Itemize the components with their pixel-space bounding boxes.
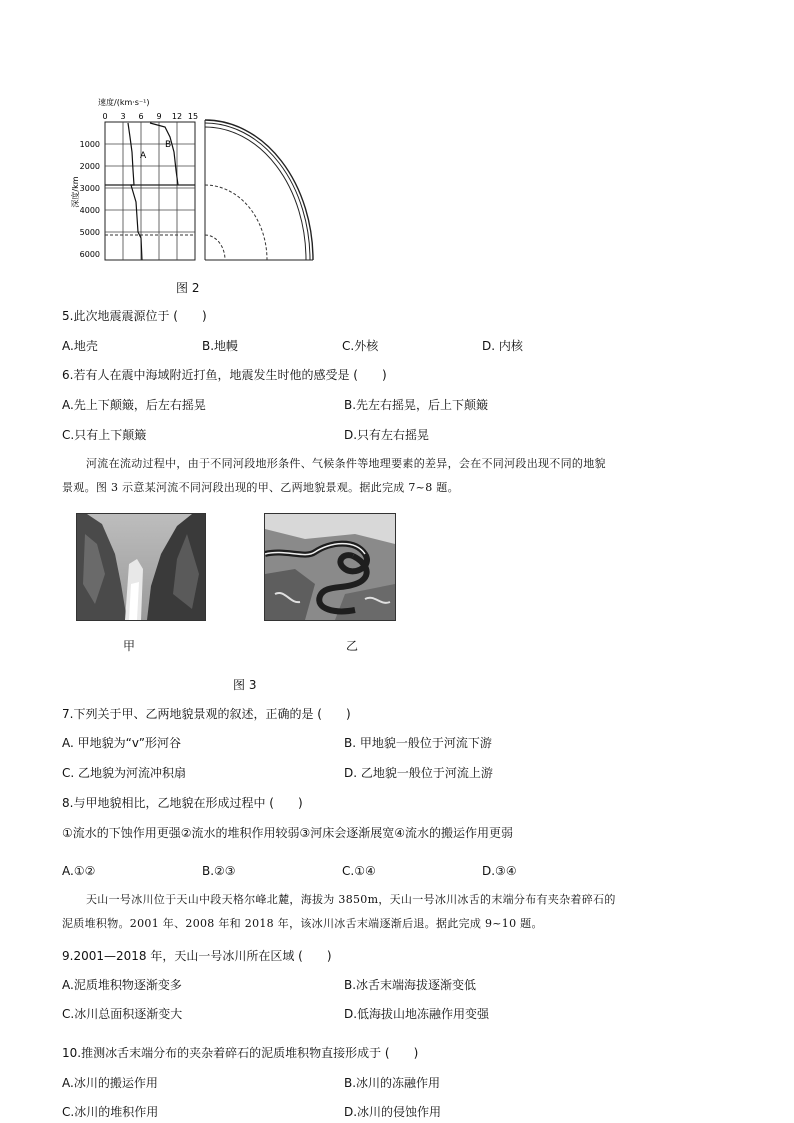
x-tick: 0 bbox=[102, 112, 108, 121]
x-tick: 3 bbox=[120, 112, 126, 121]
passage-line: 河流在流动过程中，由于不同河段地形条件、气候条件等地理要素的差异，会在不同河段出现不同的地貌 bbox=[86, 457, 606, 470]
question-9-option-d[interactable]: D.低海拔山地冻融作用变强 bbox=[344, 1007, 490, 1021]
question-8-statements: ①流水的下蚀作用更强②流水的堆积作用较弱③河床会逐渐展宽④流水的搬运作用更弱 bbox=[62, 826, 514, 840]
y-tick: 2000 bbox=[79, 162, 100, 171]
question-5-stem: 5.此次地震震源位于 ( ) bbox=[62, 309, 207, 323]
wave-curve-a bbox=[128, 123, 142, 260]
question-6-option-d[interactable]: D.只有左右摇晃 bbox=[344, 428, 430, 442]
question-10-option-a[interactable]: A.冰川的搬运作用 bbox=[62, 1076, 158, 1090]
question-10-option-c[interactable]: C.冰川的堆积作用 bbox=[62, 1105, 159, 1119]
question-10-option-d[interactable]: D.冰川的侵蚀作用 bbox=[344, 1105, 442, 1119]
question-7-option-a[interactable]: A. 甲地貌为“v”形河谷 bbox=[62, 736, 181, 750]
earth-cross-section bbox=[205, 120, 313, 260]
question-5-option-a[interactable]: A.地壳 bbox=[62, 339, 98, 353]
question-8-option-c[interactable]: C.①④ bbox=[342, 864, 376, 878]
question-8-option-d[interactable]: D.③④ bbox=[482, 864, 517, 878]
figure-2-caption: 图 2 bbox=[176, 281, 200, 295]
curve-label-b: B bbox=[165, 140, 172, 150]
wave-curve-b bbox=[150, 123, 178, 185]
question-6-option-c[interactable]: C.只有上下颠簸 bbox=[62, 428, 147, 442]
question-6-option-b[interactable]: B.先左右摇晃，后上下颠簸 bbox=[344, 398, 489, 412]
question-7-stem: 7.下列关于甲、乙两地貌景观的叙述，正确的是 ( ) bbox=[62, 707, 351, 721]
question-9-option-b[interactable]: B.冰舌末端海拔逐渐变低 bbox=[344, 978, 477, 992]
y-tick: 4000 bbox=[79, 206, 100, 215]
question-8-stem: 8.与甲地貌相比，乙地貌在形成过程中 ( ) bbox=[62, 796, 303, 810]
question-9-stem: 9.2001—2018 年，天山一号冰川所在区域 ( ) bbox=[62, 949, 332, 963]
y-tick: 1000 bbox=[79, 140, 100, 149]
curve-label-a: A bbox=[140, 151, 147, 161]
velocity-depth-graph bbox=[70, 97, 198, 260]
question-7-option-d[interactable]: D. 乙地貌一般位于河流上游 bbox=[344, 766, 493, 780]
figure-2-diagram bbox=[70, 92, 330, 270]
passage-glacier bbox=[62, 888, 742, 936]
passage-line: 景观。图 3 示意某河流不同河段出现的甲、乙两地貌景观。据此完成 7~8 题。 bbox=[62, 481, 459, 494]
x-tick: 12 bbox=[171, 112, 183, 121]
question-8-option-b[interactable]: B.②③ bbox=[202, 864, 236, 878]
y-tick: 6000 bbox=[79, 250, 100, 259]
axis-title: 速度/(km·s⁻¹) bbox=[98, 98, 150, 107]
x-tick: 15 bbox=[187, 112, 199, 121]
y-tick: 5000 bbox=[79, 228, 100, 237]
photo-label-yi: 乙 bbox=[346, 639, 359, 653]
question-6-option-a[interactable]: A.先上下颠簸，后左右摇晃 bbox=[62, 398, 206, 412]
y-axis-label: 深度/km bbox=[71, 176, 80, 208]
passage-line: 泥质堆积物。2001 年、2008 年和 2018 年，该冰川冰舌末端逐渐后退。据此完成 9~10 题。 bbox=[62, 917, 543, 930]
question-9-option-c[interactable]: C.冰川总面积逐渐变大 bbox=[62, 1007, 183, 1021]
photo-yi-meander bbox=[264, 513, 396, 621]
figure-3-caption: 图 3 bbox=[233, 678, 257, 692]
question-5-option-b[interactable]: B.地幔 bbox=[202, 339, 239, 353]
question-10-option-b[interactable]: B.冰川的冻融作用 bbox=[344, 1076, 441, 1090]
passage-line: 天山一号冰川位于天山中段天格尔峰北麓，海拔为 3850m，天山一号冰川冰舌的末端分布有夹杂着碎石的 bbox=[86, 893, 616, 906]
question-6-stem: 6.若有人在震中海域附近打鱼，地震发生时他的感受是 ( ) bbox=[62, 368, 387, 382]
question-5-option-c[interactable]: C.外核 bbox=[342, 339, 379, 353]
y-tick: 3000 bbox=[79, 184, 100, 193]
question-7-option-b[interactable]: B. 甲地貌一般位于河流下游 bbox=[344, 736, 492, 750]
x-tick: 9 bbox=[156, 112, 162, 121]
question-10-stem: 10.推测冰舌末端分布的夹杂着碎石的泥质堆积物直接形成于 ( ) bbox=[62, 1046, 419, 1060]
question-5-option-d[interactable]: D. 内核 bbox=[482, 339, 523, 353]
question-9-option-a[interactable]: A.泥质堆积物逐渐变多 bbox=[62, 978, 182, 992]
photo-label-jia: 甲 bbox=[123, 639, 136, 653]
passage-rivers bbox=[62, 452, 742, 500]
photo-jia-v-valley bbox=[76, 513, 206, 621]
x-tick: 6 bbox=[138, 112, 144, 121]
question-8-option-a[interactable]: A.①② bbox=[62, 864, 96, 878]
question-7-option-c[interactable]: C. 乙地貌为河流冲积扇 bbox=[62, 766, 187, 780]
